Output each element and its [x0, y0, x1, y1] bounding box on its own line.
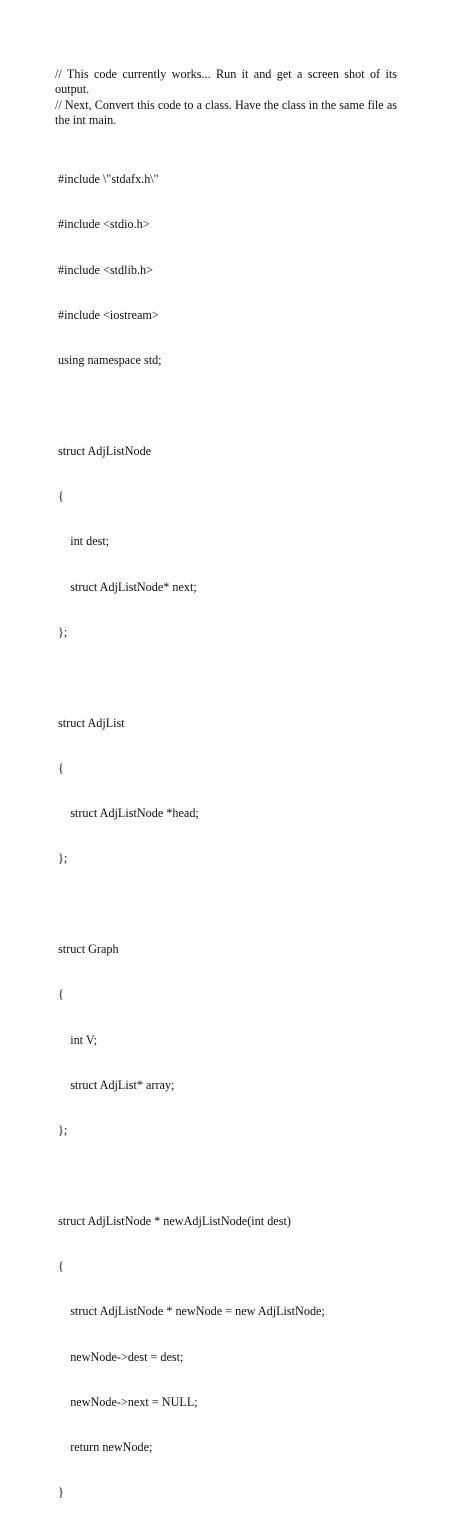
code-line	[58, 897, 418, 912]
code-line	[58, 670, 418, 685]
intro-comment-convert: // Next, Convert this code to a class. Have the class in the same file as the int main.	[55, 97, 397, 128]
code-line: struct AdjListNode	[58, 443, 152, 458]
code-line	[58, 1168, 418, 1183]
code-line: struct AdjListNode* next;	[58, 579, 197, 594]
code-line: #include <iostream>	[58, 308, 159, 323]
code-line: newNode->dest = dest;	[58, 1349, 184, 1364]
code-line: #include <stdlib.h>	[58, 262, 153, 277]
code-line: struct AdjListNode * newAdjListNode(int dest)	[58, 1213, 291, 1228]
code-line: struct AdjList	[58, 715, 125, 730]
code-line: }	[58, 1485, 64, 1500]
code-line: {	[58, 987, 64, 1002]
code-line: };	[58, 851, 68, 866]
code-line: struct AdjList* array;	[58, 1077, 175, 1092]
code-block	[58, 142, 418, 1531]
code-line: int V;	[58, 1032, 98, 1047]
code-line: };	[58, 625, 68, 639]
code-line: };	[58, 1123, 68, 1138]
code-line: {	[58, 489, 64, 504]
code-line	[58, 399, 418, 414]
code-line: return newNode;	[58, 1440, 153, 1455]
code-line: struct AdjListNode * newNode = new AdjListNode;	[58, 1304, 325, 1319]
code-line: newNode->next = NULL;	[58, 1394, 198, 1409]
code-line: int dest;	[58, 534, 110, 549]
intro-comment-run: // This code currently works... Run it and get a screen shot of its output.	[55, 67, 397, 97]
code-line: {	[58, 1258, 64, 1273]
code-line: struct AdjListNode *head;	[58, 806, 199, 821]
intro-comments	[55, 67, 397, 129]
code-line: struct Graph	[58, 941, 119, 956]
code-line: #include \"stdafx.h\"	[58, 172, 159, 187]
code-line: #include <stdio.h>	[58, 217, 150, 232]
code-line: using namespace std;	[58, 353, 162, 368]
code-line: {	[58, 760, 64, 775]
